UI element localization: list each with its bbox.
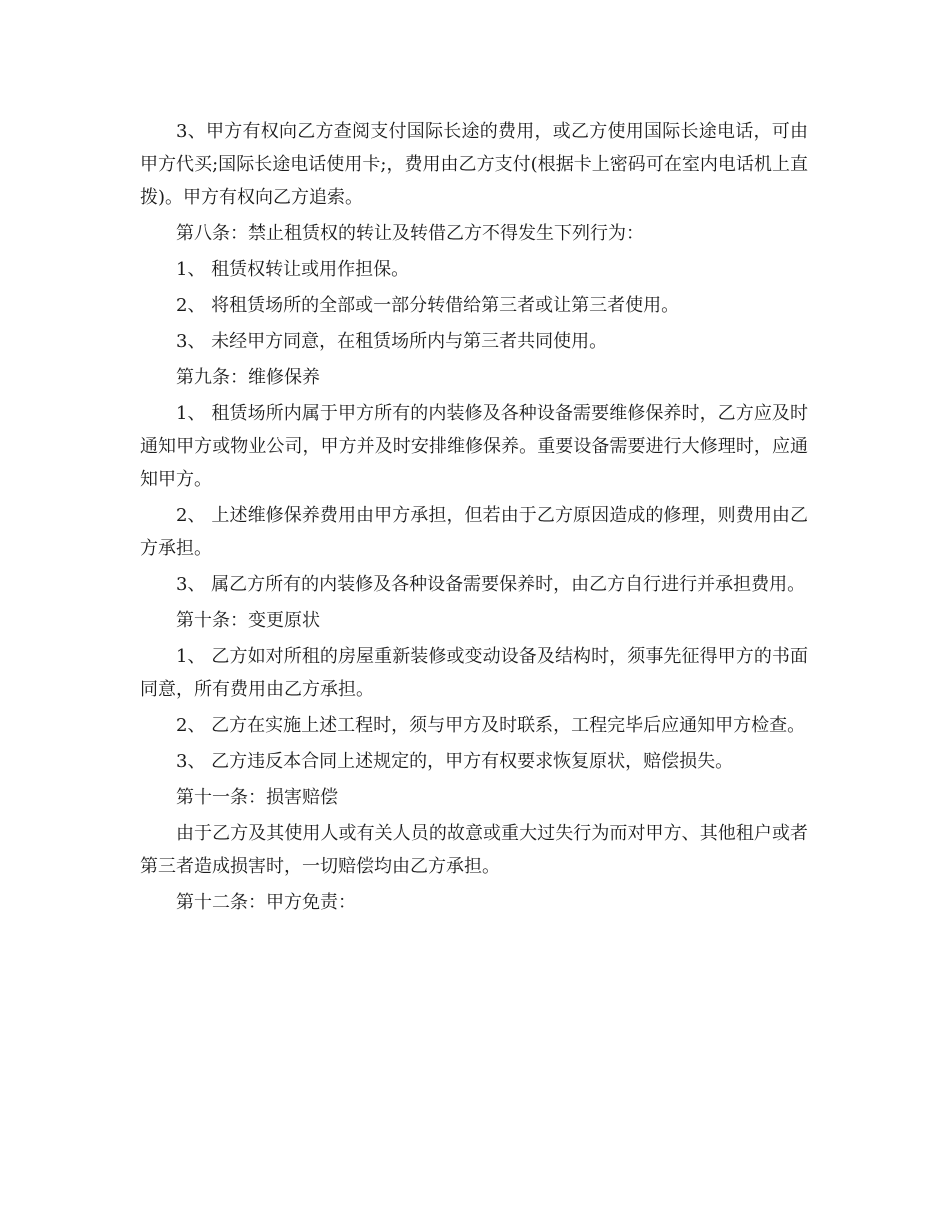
paragraph-clause-9-2: 2、 上述维修保养费用由甲方承担，但若由于乙方原因造成的修理，则费用由乙方承担。	[140, 505, 808, 559]
paragraph-clause-9-1: 1、 租赁场所内属于甲方所有的内装修及各种设备需要维修保养时，乙方应及时通知甲方或物业公司，甲方并及时安排维修保养。重要设备需要进行大修理时，应通知甲方。	[140, 403, 808, 490]
article-12-heading: 第十二条：甲方免责：	[176, 892, 356, 913]
paragraph-clause-7-3: 3、甲方有权向乙方查阅支付国际长途的费用，或乙方使用国际长途电话，可由甲方代买;国际长途电话使用卡;，费用由乙方支付(根据卡上密码可在室内电话机上直拨)。甲方有权向乙方追索。	[140, 121, 808, 208]
article-8-heading: 第八条：禁止租赁权的转让及转借乙方不得发生下列行为：	[176, 223, 644, 244]
paragraph-clause-11: 由于乙方及其使用人或有关人员的故意或重大过失行为而对甲方、其他租户或者第三者造成损害时，一切赔偿均由乙方承担。	[140, 823, 808, 877]
paragraph-clause-8-3: 3、 未经甲方同意，在租赁场所内与第三者共同使用。	[176, 331, 608, 352]
paragraph-clause-8-1: 1、 租赁权转让或用作担保。	[176, 259, 410, 280]
paragraph-clause-10-1: 1、 乙方如对所租的房屋重新装修或变动设备及结构时，须事先征得甲方的书面同意，所有费用由乙方承担。	[140, 646, 808, 700]
article-11-heading: 第十一条：损害赔偿	[176, 787, 338, 808]
article-9-heading: 第九条：维修保养	[176, 367, 320, 388]
document-body	[140, 115, 808, 922]
paragraph-clause-9-3: 3、 属乙方所有的内装修及各种设备需要保养时，由乙方自行进行并承担费用。	[176, 574, 806, 595]
article-10-heading: 第十条：变更原状	[176, 610, 320, 631]
paragraph-clause-10-3: 3、 乙方违反本合同上述规定的，甲方有权要求恢复原状，赔偿损失。	[176, 751, 734, 772]
paragraph-clause-8-2: 2、 将租赁场所的全部或一部分转借给第三者或让第三者使用。	[176, 295, 680, 316]
paragraph-clause-10-2: 2、 乙方在实施上述工程时，须与甲方及时联系，工程完毕后应通知甲方检查。	[176, 715, 806, 736]
